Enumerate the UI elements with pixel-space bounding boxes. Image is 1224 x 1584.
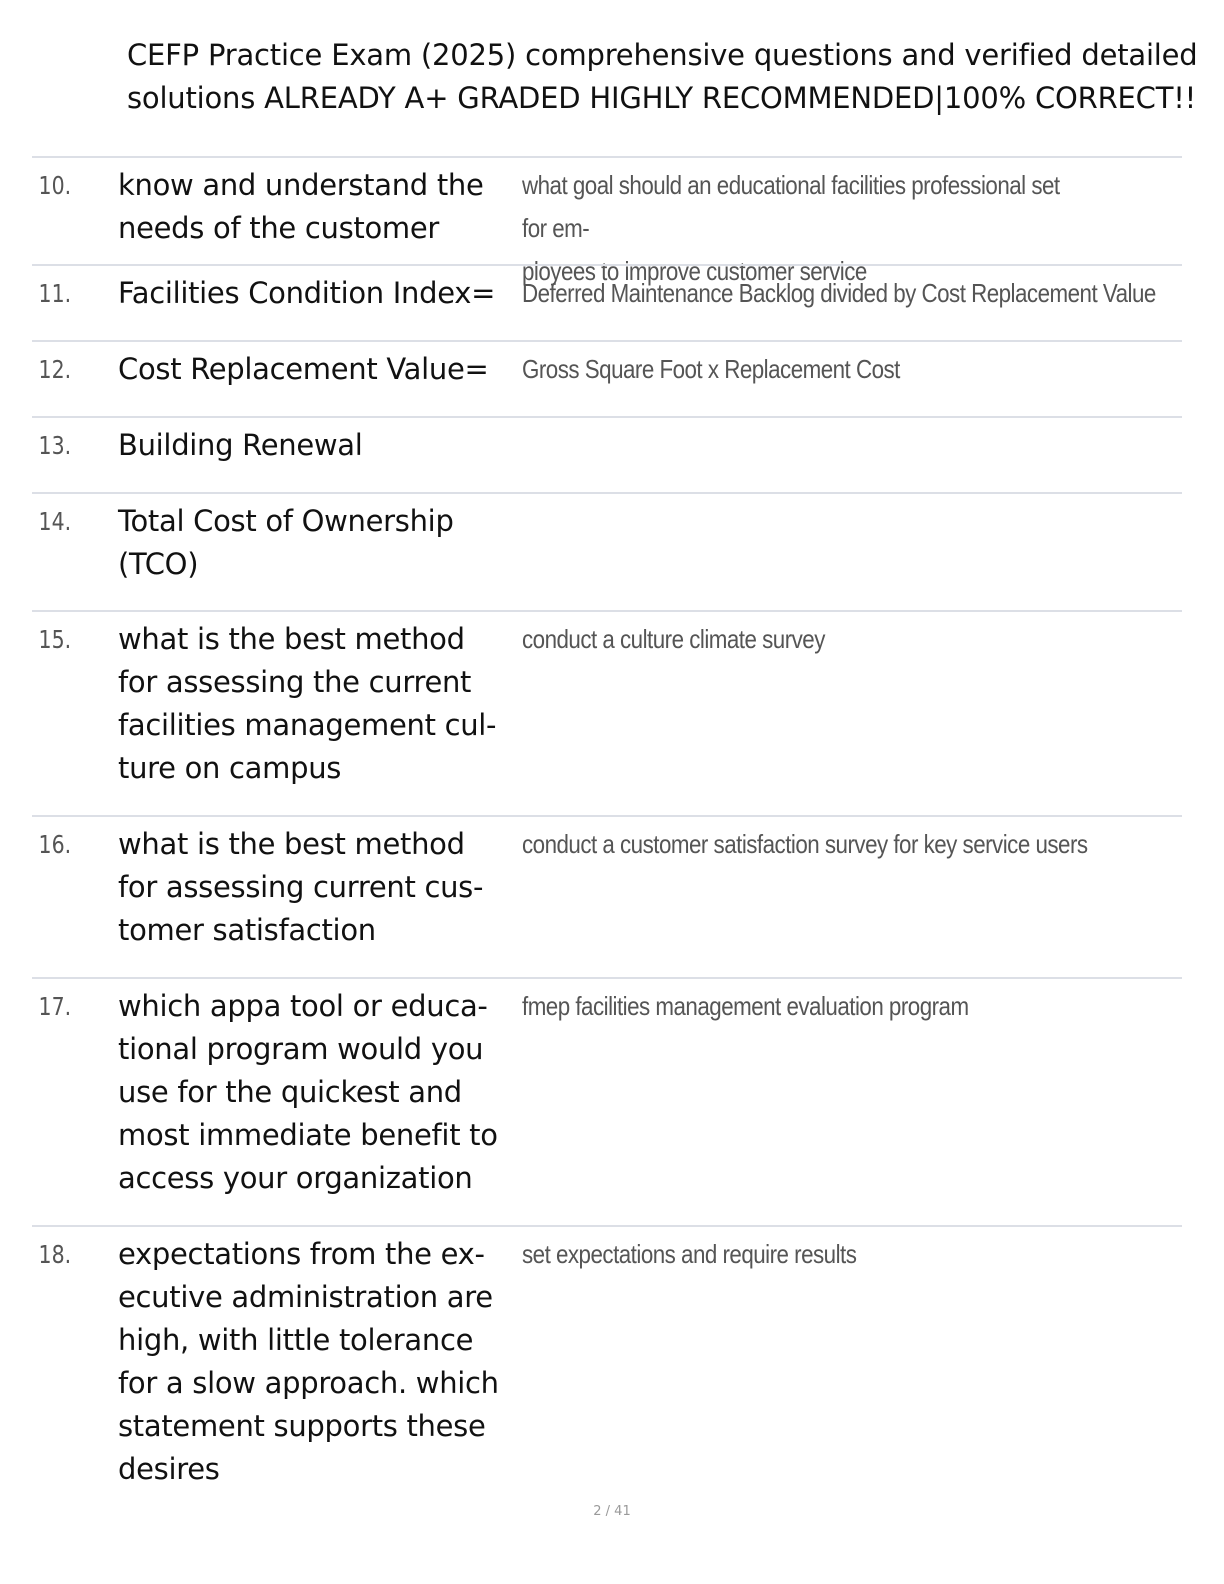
flashcard-table: [32, 156, 1182, 1493]
table-row: [32, 492, 1182, 610]
row-definition: what goal should an educational facilities professional set for em- ployees to improve customer service: [522, 170, 1060, 286]
page-indicator: 2 / 41: [593, 1504, 631, 1519]
row-term: Total Cost of Ownership (TCO): [118, 504, 454, 581]
row-term: expectations from the ex- ecutive administration are high, with little tolerance for a slow approach. which statement supports these desires: [118, 1237, 499, 1486]
row-definition: conduct a culture climate survey: [522, 624, 825, 654]
document-title-line-2: solutions ALREADY A+ GRADED HIGHLY RECOMMENDED|100% CORRECT!!: [127, 81, 1197, 115]
row-term: Facilities Condition Index=: [118, 276, 496, 310]
row-definition: set expectations and require results: [522, 1239, 857, 1269]
row-term: which appa tool or educa- tional program would you use for the quickest and most immediate benefit to access your organization: [118, 989, 498, 1195]
row-definition: fmep facilities management evaluation program: [522, 991, 969, 1021]
table-row: [32, 264, 1182, 340]
row-number: 11.: [38, 279, 72, 308]
row-definition: conduct a customer satisfaction survey for key service users: [522, 829, 1088, 859]
row-term: Building Renewal: [118, 428, 363, 462]
table-row: [32, 977, 1182, 1225]
row-term: know and understand the needs of the customer: [118, 168, 484, 245]
table-row: [32, 1225, 1182, 1493]
document-title-line-1: CEFP Practice Exam (2025) comprehensive questions and verified detailed: [127, 38, 1198, 72]
row-number: 14.: [38, 507, 72, 536]
row-term: what is the best method for assessing current cus- tomer satisfaction: [118, 827, 484, 947]
table-row: [32, 610, 1182, 815]
row-definition: Gross Square Foot x Replacement Cost: [522, 354, 900, 384]
row-number: 12.: [38, 355, 72, 384]
table-row: [32, 815, 1182, 977]
row-number: 16.: [38, 830, 72, 859]
table-row: [32, 416, 1182, 492]
row-number: 17.: [38, 992, 72, 1021]
row-number: 13.: [38, 431, 72, 460]
table-row: [32, 340, 1182, 416]
row-term: what is the best method for assessing the current facilities management cul- ture on campus: [118, 622, 497, 785]
row-number: 18.: [38, 1240, 72, 1269]
row-term: Cost Replacement Value=: [118, 352, 489, 386]
document-header: [127, 34, 1224, 120]
table-row: [32, 156, 1182, 286]
row-definition: Deferred Maintenance Backlog divided by Cost Replacement Value: [522, 278, 1156, 308]
row-number: 15.: [38, 625, 72, 654]
row-number: 10.: [38, 171, 72, 200]
